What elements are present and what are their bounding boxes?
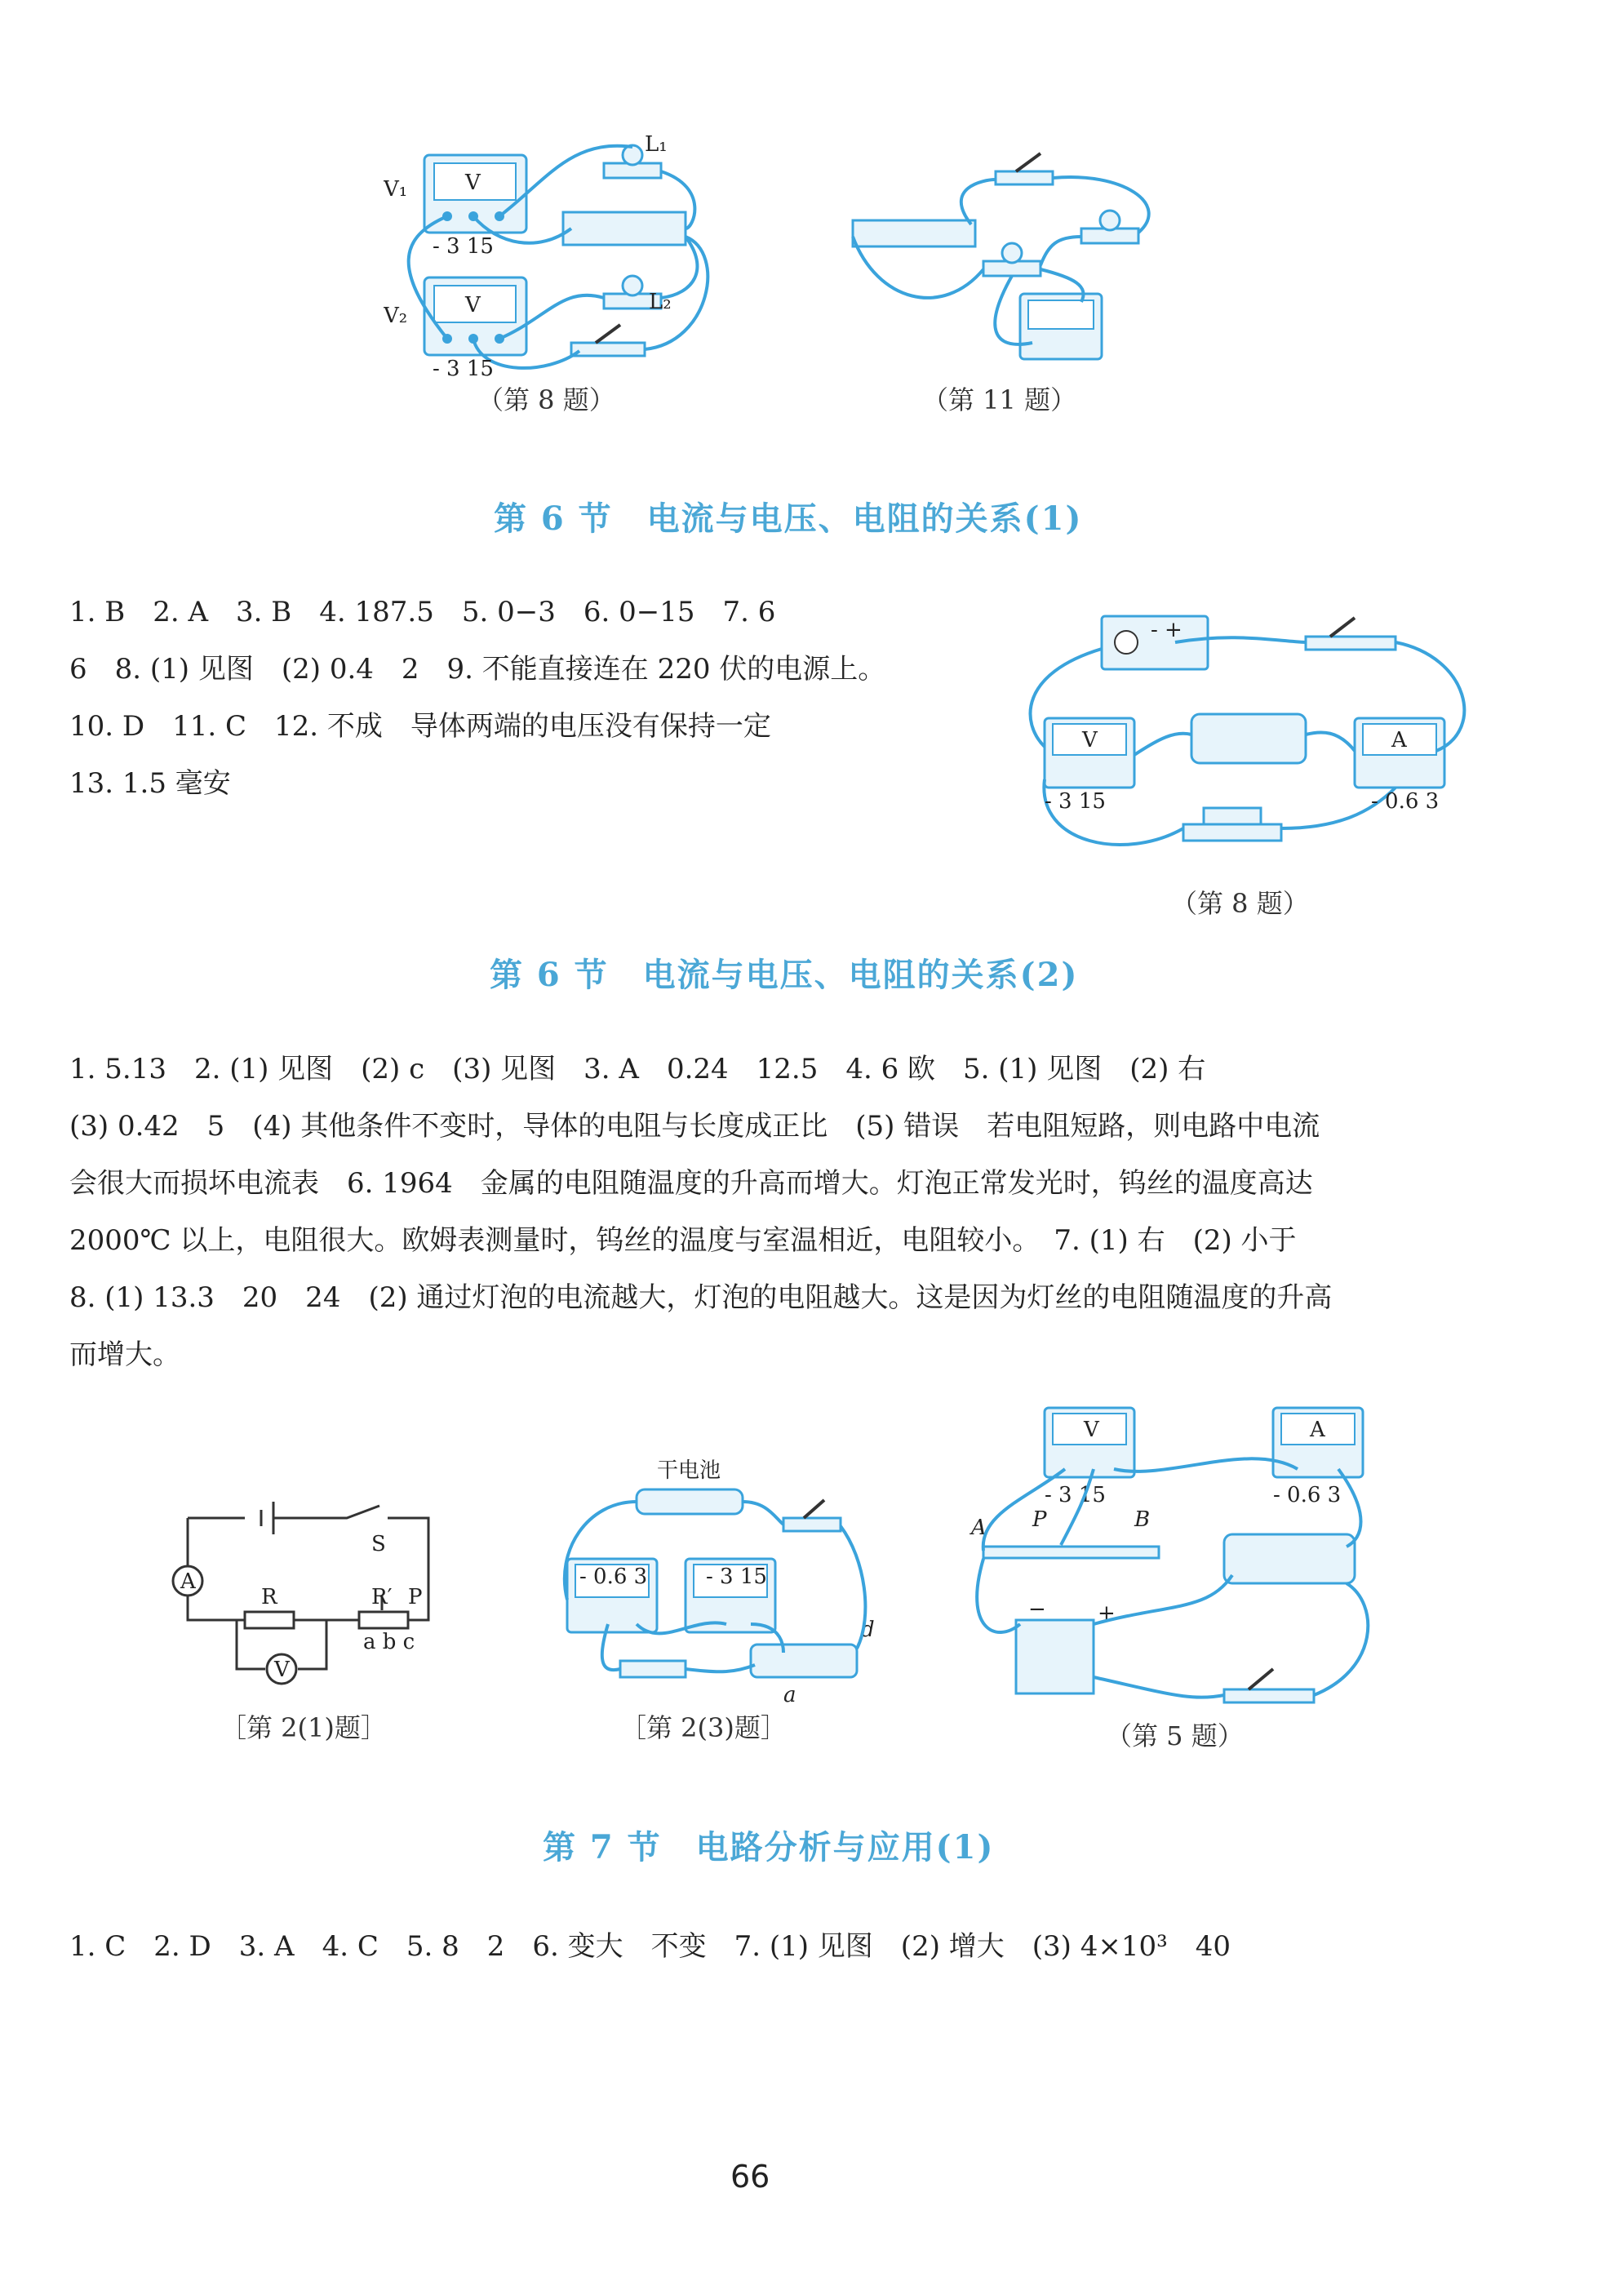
scale-label: - 3 15: [1045, 1483, 1106, 1507]
rheostat-label: R′: [371, 1585, 393, 1609]
v2-label: V₂: [384, 304, 408, 328]
scale-label: - 3 15: [433, 234, 494, 259]
scale-label: - 3 15: [1045, 789, 1106, 814]
answers-block: [69, 1041, 1332, 1383]
voltmeter-symbol: V: [274, 1658, 290, 1682]
scale-label: - 3 15: [706, 1565, 767, 1589]
voltmeter-label: V: [1082, 728, 1098, 752]
terminal-d-label: d: [861, 1618, 875, 1642]
answer-line: 会很大而损坏电流表 6. 1964 金属的电阻随温度的升高而增大。灯泡正常发光时，钨丝的温度高达: [69, 1167, 1313, 1200]
circuit-diagram-2-3: [539, 1453, 881, 1706]
figure-caption: ［第 2(1)题］: [220, 1712, 387, 1743]
figure-question-8-section1: [1028, 584, 1485, 877]
svg-text:V: V: [465, 293, 481, 317]
terminal-B-label: B: [1134, 1507, 1151, 1532]
answer-line: 2000℃ 以上，电阻很大。欧姆表测量时，钨丝的温度与室温相近，电阻较小。 7. (1) 右 (2) 小于: [69, 1224, 1297, 1257]
terminal-labels: a b c: [363, 1630, 415, 1654]
resistor-label: R: [261, 1585, 277, 1609]
scale-label: - 0.6 3: [1371, 789, 1440, 814]
l2-label: L₂: [649, 290, 672, 314]
terminal-P-label: P: [1032, 1507, 1047, 1532]
battery-label: 干电池: [657, 1458, 721, 1483]
ammeter-label: A: [1391, 728, 1407, 752]
figure-question-8-top: [384, 131, 726, 408]
scale-label: - 0.6 3: [579, 1565, 648, 1589]
answer-line: (3) 0.42 5 (4) 其他条件不变时，导体的电阻与长度成正比 (5) 错误 若电阻短路，则电路中电流: [69, 1110, 1320, 1143]
ammeter-label: A: [1310, 1418, 1325, 1442]
switch-label: S: [371, 1532, 386, 1556]
answer-line: 1. B 2. A 3. B 4. 187.5 5. 0−3 6. 0−15 7. 6: [69, 596, 776, 628]
answer-line: 6 8. (1) 见图 (2) 0.4 2 9. 不能直接连在 220 伏的电源上。: [69, 653, 886, 686]
l1-label: L₁: [645, 132, 668, 157]
figure-caption: （第 8 题）: [477, 384, 615, 415]
scale-label: - 3 15: [433, 357, 494, 381]
terminal-A-label: A: [971, 1516, 987, 1540]
figure-question-11: [845, 139, 1187, 367]
slider-label: P: [408, 1585, 423, 1609]
section-title: 第 6 节 电流与电压、电阻的关系(2): [490, 956, 1079, 994]
scale-label: - 0.6 3: [1273, 1483, 1342, 1507]
page-number: 66: [730, 2159, 770, 2195]
answer-line: 8. (1) 13.3 20 24 (2) 通过灯泡的电流越大，灯泡的电阻越大。这是因为灯丝的电阻随温度的升高: [69, 1281, 1333, 1314]
answer-line: 而增大。: [69, 1338, 180, 1371]
answer-line: 13. 1.5 毫安: [69, 767, 231, 800]
answer-line: 10. D 11. C 12. 不成 导体两端的电压没有保持一定: [69, 710, 771, 743]
answer-line: 1. 5.13 2. (1) 见图 (2) c (3) 见图 3. A 0.24 12.5 4. 6 欧 5. (1) 见图 (2) 右: [69, 1053, 1206, 1085]
figure-caption: （第 8 题）: [1171, 888, 1309, 919]
svg-text:- +: - +: [1151, 618, 1183, 642]
circuit-diagram-2-1: [163, 1485, 457, 1698]
svg-text:V: V: [1084, 1418, 1099, 1442]
section-title: 第 6 节 电流与电压、电阻的关系(1): [494, 499, 1083, 538]
v1-label: V₁: [384, 177, 408, 202]
voltmeter-label: V: [465, 171, 481, 195]
section-title: 第 7 节 电路分析与应用(1): [543, 1828, 995, 1867]
plus-label: +: [1098, 1601, 1116, 1626]
circuit-diagram-5: [963, 1400, 1387, 1726]
figure-caption: ［第 2(3)题］: [620, 1712, 787, 1743]
answers-block: [69, 584, 885, 812]
minus-label: −: [1028, 1597, 1046, 1622]
ammeter-symbol: A: [180, 1569, 196, 1594]
figure-caption: （第 5 题）: [1106, 1720, 1244, 1751]
answer-line: 1. C 2. D 3. A 4. C 5. 8 2 6. 变大 不变 7. (1) 见图 (2) 增大 (3) 4×10³ 40: [69, 1930, 1231, 1963]
figure-caption: （第 11 题）: [922, 384, 1077, 415]
terminal-a-label: a: [783, 1683, 796, 1706]
